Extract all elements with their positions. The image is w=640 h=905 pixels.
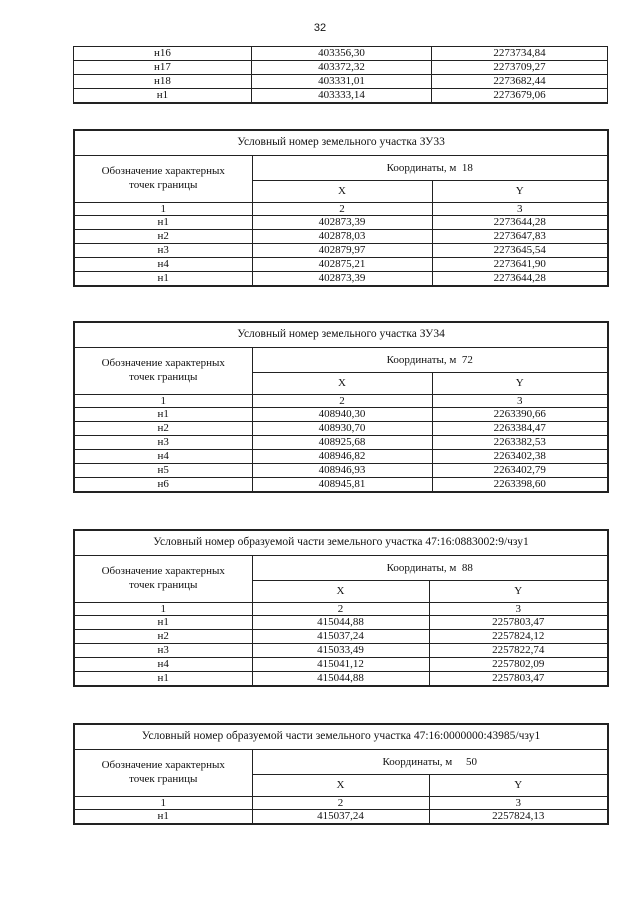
x-value: 415044,88	[252, 616, 429, 630]
page-number: 32	[313, 22, 327, 34]
table-title: Условный номер образуемой части земельного участка 47:16:0883002:9/чзу1	[74, 530, 608, 556]
point-label-header: Обозначение характерных точек границы	[74, 750, 252, 797]
x-value: 403372,32	[252, 61, 432, 75]
column-index: 2	[252, 603, 429, 616]
y-header: Y	[429, 775, 608, 797]
x-value: 403356,30	[252, 47, 432, 61]
table-row	[74, 61, 608, 75]
y-value: 2263402,38	[432, 450, 608, 464]
x-value: 408925,68	[252, 436, 432, 450]
point-name: н1	[74, 89, 252, 104]
coordinates-header: Координаты, м 88	[252, 556, 608, 581]
table-row	[74, 75, 608, 89]
table-row	[74, 258, 608, 272]
column-index: 1	[74, 797, 252, 810]
y-value: 2273641,90	[432, 258, 608, 272]
y-header: Y	[432, 373, 608, 395]
point-name: н2	[74, 630, 252, 644]
table-row	[74, 616, 608, 630]
point-name: н6	[74, 478, 252, 493]
point-name: н4	[74, 450, 252, 464]
y-value: 2273644,28	[432, 272, 608, 287]
point-name: н2	[74, 230, 252, 244]
point-name: н3	[74, 436, 252, 450]
column-index: 2	[252, 797, 429, 810]
x-value: 403333,14	[252, 89, 432, 104]
column-index: 1	[74, 395, 252, 408]
table-row	[74, 478, 608, 493]
column-index: 3	[429, 603, 608, 616]
point-name: н1	[74, 616, 252, 630]
y-value: 2273645,54	[432, 244, 608, 258]
table-row	[74, 450, 608, 464]
x-value: 408930,70	[252, 422, 432, 436]
point-name: н4	[74, 658, 252, 672]
x-header: X	[252, 775, 429, 797]
table-row	[74, 672, 608, 687]
coordinates-table-zu33	[73, 129, 609, 287]
column-index: 1	[74, 603, 252, 616]
column-index: 3	[432, 395, 608, 408]
point-label-header: Обозначение характерных точек границы	[74, 348, 252, 395]
x-value: 415041,12	[252, 658, 429, 672]
continuation-table	[73, 46, 608, 104]
point-name: н4	[74, 258, 252, 272]
y-value: 2257802,09	[429, 658, 608, 672]
point-name: н3	[74, 644, 252, 658]
y-value: 2257822,74	[429, 644, 608, 658]
y-value: 2273679,06	[432, 89, 608, 104]
x-value: 402879,97	[252, 244, 432, 258]
point-name: н16	[74, 47, 252, 61]
table-title: Условный номер земельного участка ЗУ33	[74, 130, 608, 156]
point-name: н1	[74, 810, 252, 825]
table-row	[74, 244, 608, 258]
y-header: Y	[432, 181, 608, 203]
x-value: 403331,01	[252, 75, 432, 89]
table-title: Условный номер образуемой части земельного участка 47:16:0000000:43985/чзу1	[74, 724, 608, 750]
y-header: Y	[429, 581, 608, 603]
table-row	[74, 47, 608, 61]
point-name: н3	[74, 244, 252, 258]
y-value: 2263398,60	[432, 478, 608, 493]
coordinates-table-chzu1-43985	[73, 723, 609, 825]
x-header: X	[252, 581, 429, 603]
column-index: 3	[429, 797, 608, 810]
point-name: н2	[74, 422, 252, 436]
table-row	[74, 272, 608, 287]
coordinates-header: Координаты, м 18	[252, 156, 608, 181]
y-value: 2257824,12	[429, 630, 608, 644]
table-row	[74, 630, 608, 644]
point-label-header: Обозначение характерных точек границы	[74, 156, 252, 203]
point-name: н18	[74, 75, 252, 89]
point-label-header: Обозначение характерных точек границы	[74, 556, 252, 603]
table-row	[74, 464, 608, 478]
y-value: 2257824,13	[429, 810, 608, 825]
y-value: 2257803,47	[429, 672, 608, 687]
table-row	[74, 810, 608, 825]
table-row	[74, 216, 608, 230]
y-value: 2273682,44	[432, 75, 608, 89]
table-row	[74, 408, 608, 422]
coordinates-header: Координаты, м 50	[252, 750, 608, 775]
x-value: 408946,93	[252, 464, 432, 478]
point-name: н1	[74, 272, 252, 287]
x-value: 408946,82	[252, 450, 432, 464]
x-value: 402873,39	[252, 216, 432, 230]
column-index: 2	[252, 203, 432, 216]
x-header: X	[252, 373, 432, 395]
x-value: 408940,30	[252, 408, 432, 422]
coordinates-header: Координаты, м 72	[252, 348, 608, 373]
table-row	[74, 230, 608, 244]
x-value: 408945,81	[252, 478, 432, 493]
coordinates-table-zu34	[73, 321, 609, 493]
point-name: н17	[74, 61, 252, 75]
table-title: Условный номер земельного участка ЗУ34	[74, 322, 608, 348]
x-value: 415044,88	[252, 672, 429, 687]
column-index: 2	[252, 395, 432, 408]
point-name: н1	[74, 408, 252, 422]
x-value: 402875,21	[252, 258, 432, 272]
y-value: 2263390,66	[432, 408, 608, 422]
y-value: 2257803,47	[429, 616, 608, 630]
x-value: 402873,39	[252, 272, 432, 287]
y-value: 2273644,28	[432, 216, 608, 230]
x-value: 415037,24	[252, 810, 429, 825]
point-name: н1	[74, 216, 252, 230]
x-value: 415033,49	[252, 644, 429, 658]
y-value: 2263382,53	[432, 436, 608, 450]
table-row	[74, 436, 608, 450]
y-value: 2273734,84	[432, 47, 608, 61]
point-name: н5	[74, 464, 252, 478]
x-value: 415037,24	[252, 630, 429, 644]
table-row	[74, 658, 608, 672]
column-index: 3	[432, 203, 608, 216]
table-row	[74, 89, 608, 104]
y-value: 2263402,79	[432, 464, 608, 478]
point-name: н1	[74, 672, 252, 687]
y-value: 2273647,83	[432, 230, 608, 244]
y-value: 2273709,27	[432, 61, 608, 75]
y-value: 2263384,47	[432, 422, 608, 436]
table-row	[74, 422, 608, 436]
x-value: 402878,03	[252, 230, 432, 244]
table-row	[74, 644, 608, 658]
x-header: X	[252, 181, 432, 203]
column-index: 1	[74, 203, 252, 216]
coordinates-table-chzu1-0883002	[73, 529, 609, 687]
